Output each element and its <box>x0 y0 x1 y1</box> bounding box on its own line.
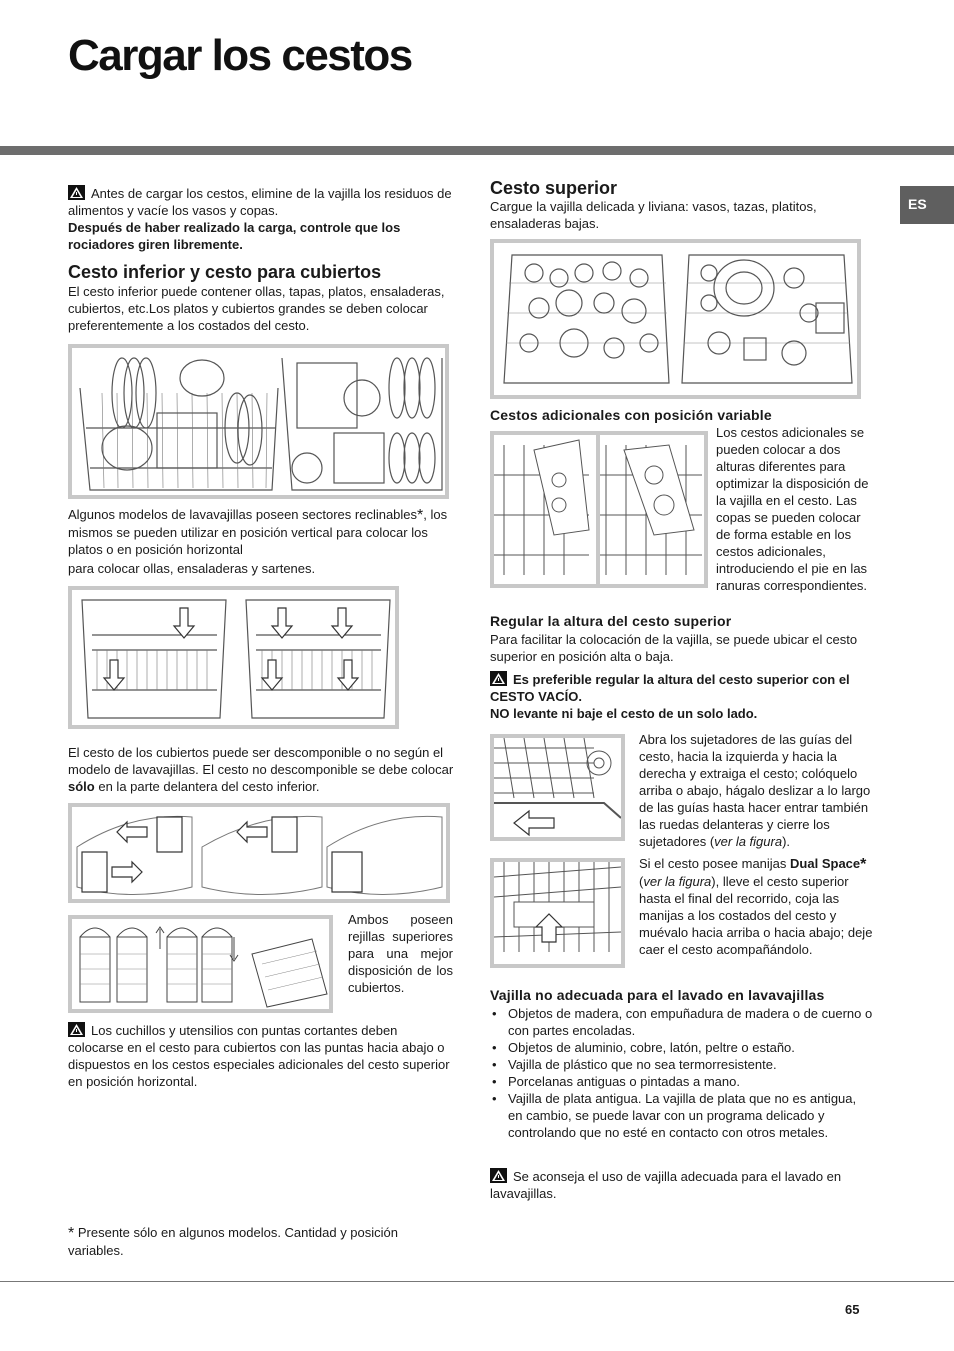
unsuitable-list <box>490 1005 874 1141</box>
extra-baskets-figure <box>490 431 708 588</box>
dual-text-2: ), lleve el cesto superior hasta el final del recorrido, coja las manijas a los costados del cesto y muévalo hacia arriba o hacia abajo; deje caer el cesto acompañándolo. <box>639 874 873 957</box>
dual-open-paren: ( <box>639 874 644 889</box>
unsuitable-heading: Vajilla no adecuada para el lavado en lavavajillas <box>490 987 825 1003</box>
warning-icon <box>68 185 85 200</box>
reclinable-sectors-figure <box>68 586 399 729</box>
footnote-text: Presente sólo en algunos modelos. Cantidad y posición variables. <box>68 1225 399 1258</box>
list-item: • Vajilla de plástico que no sea termorresistente. <box>490 1056 874 1073</box>
dual-text-1: Si el cesto posee manijas <box>639 856 787 871</box>
clips-text-italic: ver la figura <box>714 834 783 849</box>
upper-basket-text: Cargue la vajilla delicada y liviana: vasos, tazas, platitos, ensaladeras bajas. <box>490 199 817 231</box>
adjust-height-heading: Regular la altura del cesto superior <box>490 613 732 629</box>
upper-basket-heading: Cesto superior <box>490 178 618 198</box>
cutlery-grids-text: Ambos poseen rejillas superiores para una mejor disposición de los cubiertos. <box>348 912 453 995</box>
bottom-rule <box>0 1281 954 1282</box>
adjust-height-text: Para facilitar la colocación de la vajilla, se puede ubicar el cesto superior en posición alta o baja. <box>490 632 858 664</box>
cutlery-text-bold: sólo <box>68 779 95 794</box>
reclinable-star: * <box>417 507 424 524</box>
advice-block <box>490 1168 880 1202</box>
basket-clips-text <box>639 731 879 850</box>
list-item: • Vajilla de plata antigua. La vajilla de plata que no es antigua, en cambio, se puede lavar con un programa delicado y controlando que no esté en contacto con otros metales. <box>490 1090 874 1141</box>
advice-text: Se aconseja el uso de vajilla adecuada para el lavado en lavavajillas. <box>490 1169 842 1201</box>
list-item: • Objetos de madera, con empuñadura de madera o de cuerno o con partes encoladas. <box>490 1005 874 1039</box>
clips-text-end: ). <box>782 834 791 849</box>
intro-block <box>68 185 456 253</box>
reclinable-text <box>68 506 456 577</box>
dual-text-bold: Dual Space <box>790 856 861 871</box>
intro-bold-text: Después de haber realizado la carga, controle que los rociadores giren libremente. <box>68 220 401 252</box>
page-title: Cargar los cestos <box>68 31 412 80</box>
adjust-warning-2: NO levante ni baje el cesto de un solo lado. <box>490 706 758 721</box>
reclinable-text-1: Algunos modelos de lavavajillas poseen sectores reclinables <box>68 507 418 522</box>
reclinable-text-2: , los mismos se pueden utilizar en posición vertical para colocar los platos o en posición horizontal <box>68 507 448 557</box>
knives-warning-text: Los cuchillos y utensilios con puntas cortantes deben colocarse en el cesto para cubiertos con las puntas hacia abajo o dispuestos en los cestos especiales adicionales del cesto superior en posición horizontal. <box>68 1023 450 1089</box>
basket-clips-figure <box>490 734 625 841</box>
top-rule <box>0 146 954 155</box>
upper-basket-figure <box>490 239 861 399</box>
list-item: • Porcelanas antiguas o pintadas a mano. <box>490 1073 874 1090</box>
cutlery-grids-figure <box>68 915 333 1013</box>
warning-icon <box>68 1022 85 1037</box>
language-tab: ES <box>900 186 954 224</box>
cutlery-basket-text <box>68 744 458 795</box>
clips-text: Abra los sujetadores de las guías del cesto, hacia la izquierda y hacia la derecha y extraiga el cesto; colóquelo arriba o abajo, hágalo deslizar a lo largo de las guías hasta hacer entrar también las ruedas delanteras y cierre los sujetadores ( <box>639 732 871 849</box>
cutlery-text-1: El cesto de los cubiertos puede ser descomponible o no según el modelo de lavavajillas. El cesto no descomponible se debe colocar <box>68 745 454 777</box>
warning-icon <box>490 1168 507 1183</box>
intro-text: Antes de cargar los cestos, elimine de la vajilla los residuos de alimentos y vacíe los vasos y copas. <box>68 186 452 218</box>
page-number: 65 <box>845 1302 860 1317</box>
list-item: • Objetos de aluminio, cobre, latón, peltre o estaño. <box>490 1039 874 1056</box>
dual-space-text <box>639 855 879 958</box>
lower-basket-heading: Cesto inferior y cesto para cubiertos <box>68 262 382 282</box>
reclinable-text-3: para colocar ollas, ensaladeras y sartenes. <box>68 561 316 576</box>
knives-warning <box>68 1022 456 1090</box>
lower-basket-figure <box>68 344 449 499</box>
dual-space-figure <box>490 858 625 968</box>
extra-baskets-heading: Cestos adicionales con posición variable <box>490 407 772 423</box>
cutlery-basket-position-figure <box>68 803 450 903</box>
dual-star: * <box>860 856 867 873</box>
footnote <box>68 1224 456 1259</box>
adjust-warning-1: Es preferible regular la altura del cesto superior con el CESTO VACÍO. <box>490 672 850 704</box>
extra-baskets-text: Los cestos adicionales se pueden colocar a dos alturas diferentes para optimizar la disposición de la vajilla en el cesto. Las copas se pueden colocar de forma estable en los cestos adicionales, introduciendo el pie en las ranuras correspondientes. <box>716 425 869 593</box>
warning-icon <box>490 671 507 686</box>
adjust-height-warning <box>490 671 882 722</box>
cutlery-text-2: en la parte delantera del cesto inferior. <box>98 779 320 794</box>
lower-basket-text: El cesto inferior puede contener ollas, tapas, platos, ensaladeras, cubiertos, etc.Los platos y cubiertos grandes se deben colocar preferentemente a los costados del cesto. <box>68 284 445 333</box>
dual-text-italic: ver la figura <box>643 874 712 889</box>
footnote-star: * <box>68 1225 75 1242</box>
